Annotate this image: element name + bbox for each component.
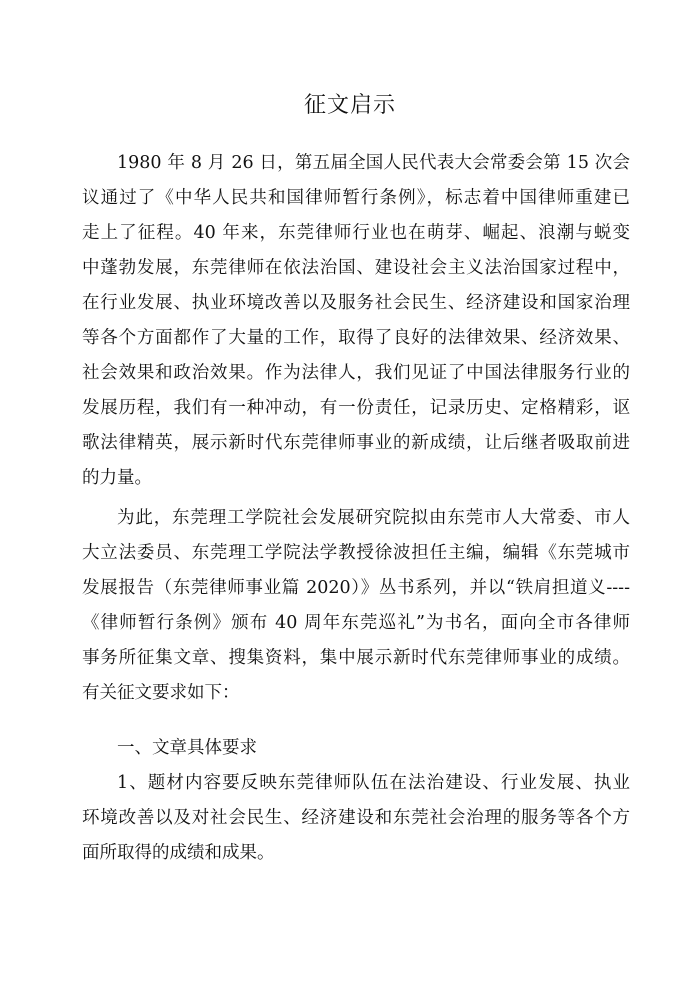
paragraph-line: 发展历程，我们有一种冲动，有一份责任，记录历史、定格精彩，讴 xyxy=(82,398,630,418)
paragraph-line: 走上了征程。40 年来，东莞律师行业也在萌芽、崛起、浪潮与蜕变 xyxy=(82,223,630,243)
paragraph-line: 议通过了《中华人民共和国律师暂行条例》，标志着中国律师重建已 xyxy=(82,188,630,208)
paragraph-line: 社会效果和政治效果。作为法律人，我们见证了中国法律服务行业的 xyxy=(82,363,630,383)
paragraph-line: 1、题材内容要反映东莞律师队伍在法治建设、行业发展、执业 xyxy=(117,773,630,793)
requirement-item-1 xyxy=(82,766,630,871)
purpose-paragraph xyxy=(82,501,630,711)
paragraph-line: 发展报告（东莞律师事业篇 2020）》丛书系列，并以“铁肩担道义---- xyxy=(82,578,630,598)
paragraph-line: 事务所征集文章、搜集资料，集中展示新时代东莞律师事业的成绩。 xyxy=(82,648,630,668)
paragraph-line: 1980 年 8 月 26 日，第五届全国人民代表大会常委会第 15 次会 xyxy=(117,153,630,173)
paragraph-line: 歌法律精英，展示新时代东莞律师事业的新成绩，让后继者吸取前进 xyxy=(82,433,630,453)
section-heading-block xyxy=(82,731,630,766)
paragraph-line: 等各个方面都作了大量的工作，取得了良好的法律效果、经济效果、 xyxy=(82,328,630,348)
paragraph-line: 有关征文要求如下： xyxy=(82,683,240,703)
intro-paragraph xyxy=(82,146,630,496)
paragraph-line: 面所取得的成绩和成果。 xyxy=(82,843,275,863)
paragraph-line: 的力量。 xyxy=(82,468,152,488)
paragraph-line: 在行业发展、执业环境改善以及服务社会民生、经济建设和国家治理 xyxy=(82,293,630,313)
paragraph-line: 《律师暂行条例》颁布 40 周年东莞巡礼”为书名，面向全市各律师 xyxy=(82,613,630,633)
section-heading: 一、文章具体要求 xyxy=(117,738,257,758)
paragraph-line: 大立法委员、东莞理工学院法学教授徐波担任主编，编辑《东莞城市 xyxy=(82,543,630,563)
document-title: 征文启示 xyxy=(303,93,396,118)
paragraph-line: 为此，东莞理工学院社会发展研究院拟由东莞市人大常委、市人 xyxy=(117,508,630,528)
paragraph-line: 环境改善以及对社会民生、经济建设和东莞社会治理的服务等各个方 xyxy=(82,808,630,828)
paragraph-line: 中蓬勃发展，东莞律师在依法治国、建设社会主义法治国家过程中， xyxy=(82,258,630,278)
